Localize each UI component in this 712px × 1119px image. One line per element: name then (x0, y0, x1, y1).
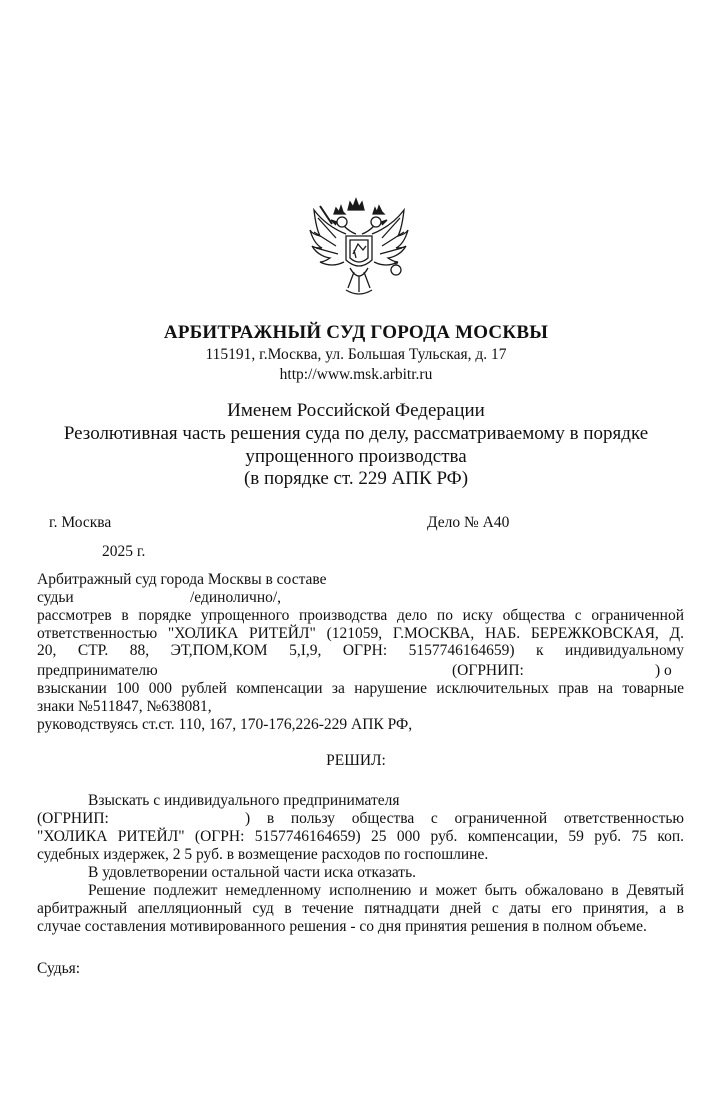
appeal-line: случае составления мотивированного решения - со дня принятия решения в полном объеме. (37, 918, 647, 935)
claim-line: знаки №511847, №638081, (37, 698, 212, 715)
recover-ogrnip-label: (ОГРНИП: (37, 810, 109, 827)
judge-label: судьи (37, 589, 74, 606)
resolution-title-line-3: (в порядке ст. 229 АПК РФ) (243, 468, 469, 489)
guided-by-line: руководствуясь ст.ст. 110, 167, 170-176,226-229 АПК РФ, (37, 716, 413, 733)
resolution-title-line-2: упрощенного производства (245, 446, 467, 467)
about-word: ) о (655, 662, 672, 679)
considering-line: 20, СТР. 88, ЭТ,ПОМ,КОМ 5,I,9, ОГРН: 5157746164659) к индивидуальному (37, 642, 684, 659)
appeal-line: Решение подлежит немедленному исполнению и может быть обжаловано в Девятый (88, 882, 684, 899)
decision-date: 2025 г. (102, 543, 146, 560)
claim-line: взыскании 100 000 рублей компенсации за нарушение исключительных прав на товарные (37, 680, 684, 697)
considering-paragraph (37, 607, 684, 660)
considering-line: рассмотрев в порядке упрощенного производства дело по иску общества с ограниченной (37, 607, 684, 624)
russian-coat-of-arms-icon (306, 192, 412, 302)
considering-line: ответственностью "ХОЛИКА РИТЕЙЛ" (121059, Г.МОСКВА, НАБ. БЕРЕЖКОВСКАЯ, Д. (37, 624, 684, 642)
recover-line-2: ) в пользу общества с ограниченной ответственностью (245, 810, 684, 827)
reject-line: В удовлетворении остальной части иска отказать. (88, 864, 417, 881)
appeal-line: арбитражный апелляционный суд в течение пятнадцати дней с даты его принятия, а в (37, 899, 684, 917)
in-the-name-of: Именем Российской Федерации (227, 400, 485, 421)
entrepreneur-word: предпринимателю (37, 662, 158, 679)
recover-line-2-block (245, 810, 684, 828)
court-address: 115191, г.Москва, ул. Большая Тульская, д. 17 (205, 346, 507, 363)
recover-line-3-block (37, 828, 684, 846)
appeal-paragraph (37, 882, 684, 917)
recover-line-1: Взыскать с индивидуального предпринимателя (88, 792, 400, 809)
court-website: http://www.msk.arbitr.ru (279, 366, 433, 383)
case-number: Дело № А40 (427, 514, 510, 531)
ogrnip-label: (ОГРНИП: (452, 662, 524, 679)
recover-line-3: "ХОЛИКА РИТЕЙЛ" (ОГРН: 5157746164659) 25 000 руб. компенсации, 59 руб. 75 коп. (37, 828, 684, 845)
court-composition: Арбитражный суд города Москвы в составе (37, 571, 327, 588)
decision-heading: РЕШИЛ: (326, 752, 386, 769)
claim-line-1-block (37, 680, 684, 698)
recover-line-4: судебных издержек, 2 5 руб. в возмещение расходов по госпошлине. (37, 846, 489, 863)
resolution-title-line-1: Резолютивная часть решения суда по делу, рассматриваемому в порядке (63, 423, 649, 444)
city: г. Москва (49, 514, 112, 531)
court-name: АРБИТРАЖНЫЙ СУД ГОРОДА МОСКВЫ (163, 322, 549, 343)
sole-judge-note: /единолично/, (190, 589, 282, 606)
judge-signature-label: Судья: (37, 960, 81, 977)
